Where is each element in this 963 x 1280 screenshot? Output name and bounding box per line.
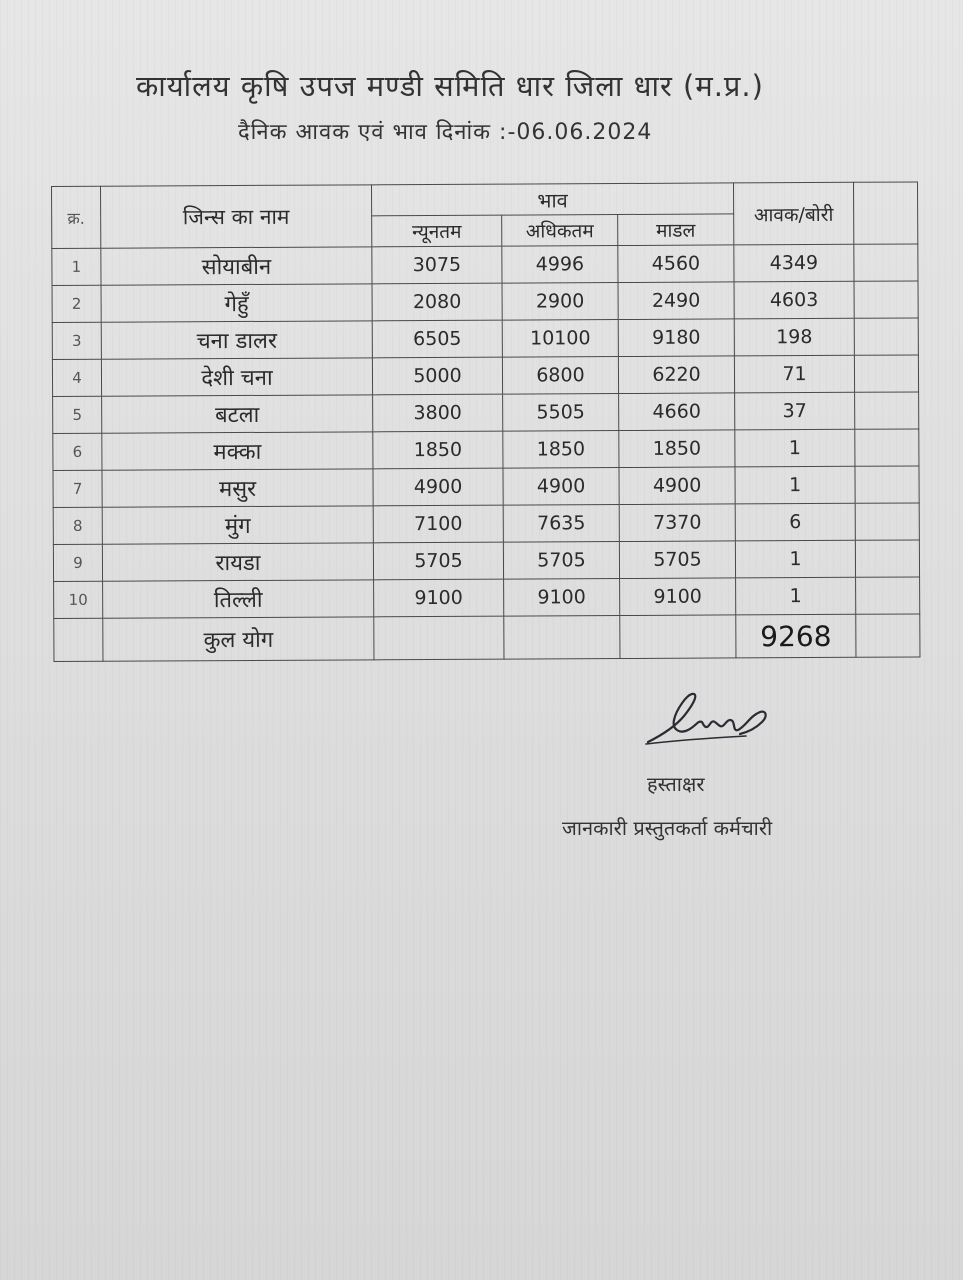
modal-price-cell: 4560	[618, 245, 734, 283]
arrival-cell: 71	[734, 355, 854, 393]
table-row	[52, 281, 918, 323]
min-price-cell: 4900	[373, 468, 503, 506]
table-row	[52, 318, 918, 360]
commodity-name-cell: देशी चना	[101, 358, 372, 396]
min-price-cell: 5705	[373, 542, 503, 580]
arrival-cell: 1	[735, 466, 855, 504]
min-price-cell: 7100	[373, 505, 503, 543]
serial-cell: 1	[52, 248, 101, 285]
blank-cell	[854, 318, 918, 355]
table-row	[52, 244, 918, 286]
serial-cell: 4	[52, 359, 101, 396]
preparer-label: जानकारी प्रस्तुतकर्ता कर्मचारी	[562, 816, 773, 840]
modal-price-cell: 6220	[618, 356, 734, 394]
min-price-cell: 9100	[374, 579, 504, 617]
commodity-name-cell: बटला	[102, 395, 373, 433]
min-price-header: न्यूनतम	[372, 215, 502, 247]
arrival-cell: 1	[735, 429, 855, 467]
modal-price-cell: 7370	[619, 504, 735, 542]
commodity-name-cell: गेहुँ	[101, 284, 372, 322]
commodity-name-cell: मक्का	[102, 432, 373, 470]
table-row	[53, 466, 919, 508]
modal-price-cell: 2490	[618, 282, 734, 320]
max-price-cell: 5705	[503, 542, 619, 580]
blank-cell	[856, 577, 920, 614]
arrival-header: आवक/बोरी	[734, 182, 854, 245]
serial-cell: 10	[54, 581, 103, 618]
blank-cell	[855, 392, 919, 429]
max-price-cell: 7635	[503, 505, 619, 543]
max-price-cell: 2900	[502, 283, 618, 321]
blank-cell	[855, 503, 919, 540]
min-price-cell: 6505	[372, 320, 502, 358]
arrival-cell: 1	[736, 577, 856, 615]
daily-arrival-rate-table	[51, 181, 920, 662]
table-row	[53, 429, 919, 471]
arrival-cell: 37	[735, 392, 855, 430]
commodity-name-cell: मुंग	[102, 506, 373, 544]
table-row	[53, 392, 919, 434]
arrival-cell: 198	[734, 318, 854, 356]
modal-price-cell: 9100	[620, 578, 736, 616]
serial-cell: 7	[53, 470, 102, 507]
max-price-cell: 6800	[502, 357, 618, 395]
blank-cell	[854, 281, 918, 318]
table-row	[52, 355, 918, 397]
serial-cell: 6	[53, 433, 102, 470]
blank-cell	[856, 614, 920, 657]
commodity-name-cell: चना डालर	[101, 321, 372, 359]
min-price-cell: 3800	[373, 394, 503, 432]
min-price-cell: 3075	[372, 246, 502, 284]
blank-cell	[620, 615, 736, 659]
modal-price-cell: 9180	[618, 319, 734, 357]
table-row	[54, 577, 920, 619]
modal-price-cell: 4660	[619, 393, 735, 431]
blank-cell	[854, 355, 918, 392]
min-price-cell: 1850	[373, 431, 503, 469]
table-row	[53, 540, 919, 582]
blank-cell	[54, 618, 103, 661]
max-price-cell: 4996	[502, 246, 618, 284]
blank-cell	[855, 540, 919, 577]
modal-price-header: माडल	[618, 214, 734, 246]
arrival-cell: 4603	[734, 281, 854, 319]
total-row	[54, 614, 920, 662]
signature-label: हस्ताक्षर	[647, 772, 705, 796]
price-group-header: भाव	[371, 183, 733, 216]
arrival-cell: 6	[735, 503, 855, 541]
report-date-subtitle: दैनिक आवक एवं भाव दिनांक :-06.06.2024	[238, 120, 653, 145]
serial-cell: 2	[52, 285, 101, 322]
max-price-cell: 9100	[504, 579, 620, 617]
min-price-cell: 5000	[372, 357, 502, 395]
serial-cell: 3	[52, 322, 101, 359]
office-title: कार्यालय कृषि उपज मण्डी समिति धार जिला धार (म.प्र.)	[136, 69, 764, 103]
max-price-cell: 4900	[503, 468, 619, 506]
blank-cell	[854, 244, 918, 281]
total-label: कुल योग	[103, 617, 374, 661]
arrival-cell: 1	[735, 540, 855, 578]
handwritten-signature	[640, 690, 775, 748]
max-price-cell: 5505	[503, 394, 619, 432]
modal-price-cell: 1850	[619, 430, 735, 468]
serial-header: क्र.	[52, 186, 101, 248]
blank-cell	[855, 429, 919, 466]
blank-cell	[374, 616, 504, 660]
commodity-name-cell: तिल्ली	[103, 580, 374, 618]
blank-header-cell	[854, 182, 918, 244]
max-price-cell: 10100	[502, 320, 618, 358]
min-price-cell: 2080	[372, 283, 502, 321]
commodity-name-cell: मसुर	[102, 469, 373, 507]
modal-price-cell: 5705	[619, 541, 735, 579]
commodity-name-cell: रायडा	[102, 543, 373, 581]
commodity-name-header: जिन्स का नाम	[101, 185, 372, 248]
commodity-name-cell: सोयाबीन	[101, 247, 372, 285]
max-price-header: अधिकतम	[502, 215, 618, 247]
arrival-cell: 4349	[734, 244, 854, 282]
blank-cell	[504, 616, 620, 660]
serial-cell: 5	[53, 396, 102, 433]
total-arrival-value: 9268	[736, 614, 856, 658]
blank-cell	[855, 466, 919, 503]
serial-cell: 9	[53, 544, 102, 581]
serial-cell: 8	[53, 507, 102, 544]
table-row	[53, 503, 919, 545]
max-price-cell: 1850	[503, 431, 619, 469]
modal-price-cell: 4900	[619, 467, 735, 505]
